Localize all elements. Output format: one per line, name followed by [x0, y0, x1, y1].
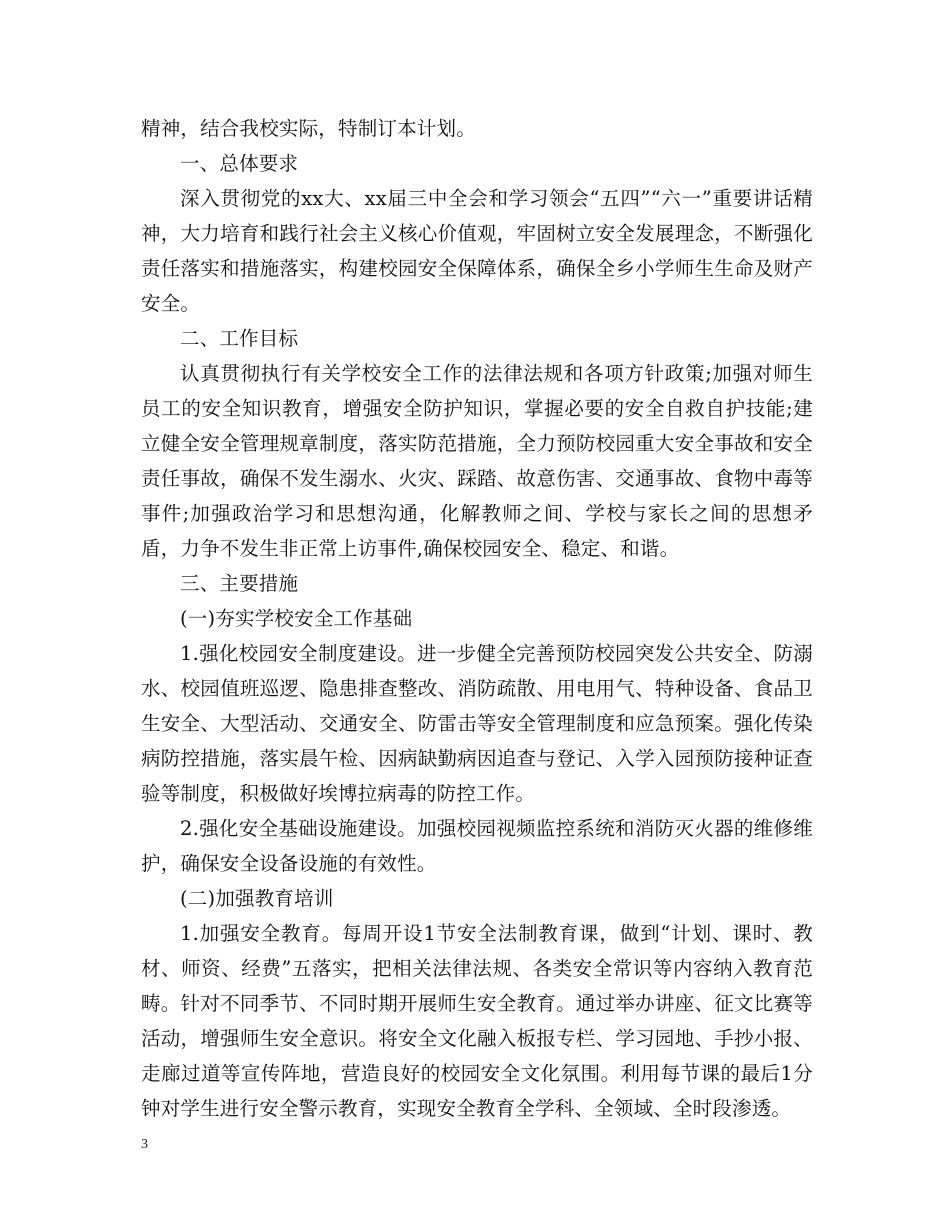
paragraph-general-requirements: 深入贯彻党的xx大、xx届三中全会和学习领会“五四”“六一”重要讲话精神，大力培育和践行社会主义核心价值观，牢固树立安全发展理念，不断强化责任落实和措施落实，构建校园安全保障体系，确保全乡小学师生生命及财产安全。 [141, 187, 813, 315]
section-heading-work-goals: 二、工作目标 [180, 327, 299, 350]
subsection-heading-safety-foundation: (一)夯实学校安全工作基础 [180, 607, 413, 630]
section-heading-main-measures: 三、主要措施 [180, 572, 299, 595]
paragraph-safety-system: 1.强化校园安全制度建设。进一步健全完善预防校园突发公共安全、防溺水、校园值班巡逻、隐患排查整改、消防疏散、用电用气、特种设备、食品卫生安全、大型活动、交通安全、防雷击等安全管理制度和应急预案。强化传染病防控措施，落实晨午检、因病缺勤病因追查与登记、入学入园预防接种证查验等制度，积极做好埃博拉病毒的防控工作。 [141, 642, 813, 805]
paragraph-safety-infrastructure: 2.强化安全基础设施建设。加强校园视频监控系统和消防灭火器的维修维护，确保安全设备设施的有效性。 [141, 817, 813, 875]
paragraph-work-goals: 认真贯彻执行有关学校安全工作的法律法规和各项方针政策;加强对师生员工的安全知识教育，增强安全防护知识，掌握必要的安全自救自护技能;建立健全安全管理规章制度，落实防范措施，全力预防校园重大安全事故和安全责任事故，确保不发生溺水、火灾、踩踏、故意伤害、交通事故、食物中毒等事件;加强政治学习和思想沟通，化解教师之间、学校与家长之间的思想矛盾，力争不发生非正常上访事件,确保校园安全、稳定、和谐。 [141, 362, 813, 560]
paragraph-continuation: 精神，结合我校实际，特制订本计划。 [141, 117, 476, 140]
subsection-heading-education-training: (二)加强教育培训 [180, 887, 334, 910]
paragraph-safety-education: 1.加强安全教育。每周开设1节安全法制教育课，做到“计划、课时、教材、师资、经费”五落实，把相关法律法规、各类安全常识等内容纳入教育范畴。针对不同季节、不同时期开展师生安全教育。通过举办讲座、征文比赛等活动，增强师生安全意识。将安全文化融入板报专栏、学习园地、手抄小报、走廊过道等宣传阵地，营造良好的校园安全文化氛围。利用每节课的最后1分钟对学生进行安全警示教育，实现安全教育全学科、全领域、全时段渗透。 [141, 922, 813, 1120]
section-heading-general-requirements: 一、总体要求 [180, 152, 299, 175]
document-body [141, 111, 813, 1126]
page-number: 3 [141, 1137, 148, 1152]
